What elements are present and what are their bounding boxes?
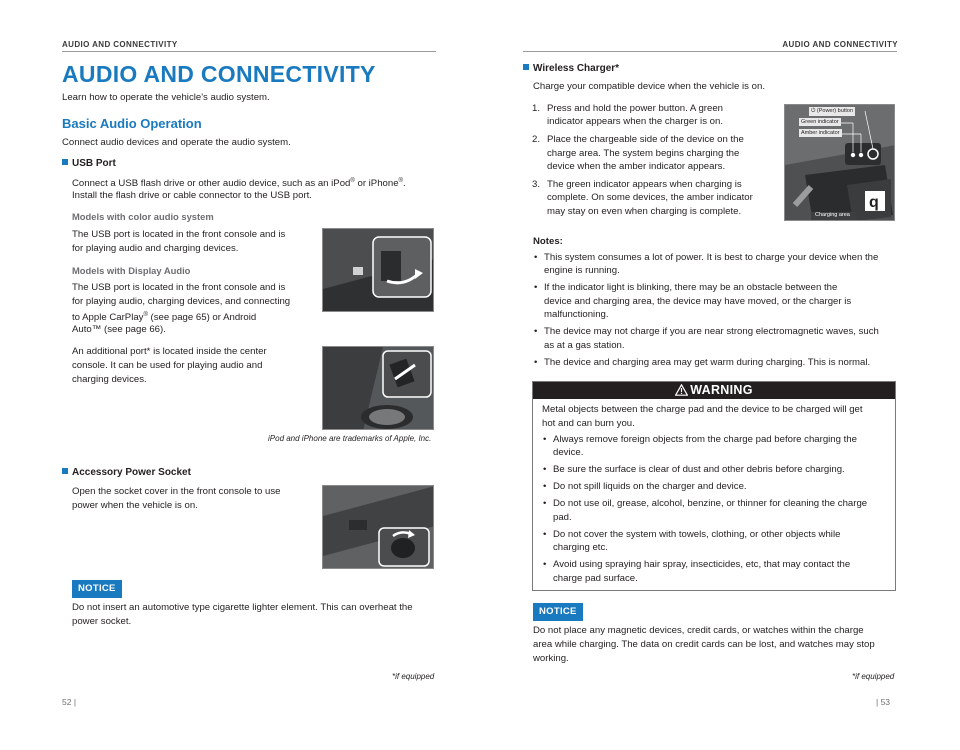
additional-port-line1: An additional port* is located inside the center [72, 346, 267, 357]
warning-list [542, 433, 890, 589]
warning-text: pad. [553, 511, 572, 523]
note-text: as at a gas station. [544, 339, 625, 351]
note-text: device and charging area, the device may have moved, or the charger is [544, 295, 852, 307]
notice-line1: Do not place any magnetic devices, credit cards, or watches within the charge [533, 625, 864, 636]
display-audio-line1: The USB port is located in the front console and is [72, 282, 286, 293]
list-item [542, 433, 890, 460]
reg-mark: ® [398, 178, 403, 184]
step-number: 1. [532, 103, 541, 114]
notice-badge: NOTICE [533, 603, 583, 621]
wireless-intro: Charge your compatible device when the vehicle is on. [533, 81, 765, 92]
list-item [533, 356, 903, 369]
basic-audio-text: Connect audio devices and operate the audio system. [62, 137, 291, 148]
section-marker [523, 64, 529, 70]
power-icon: ⏻ [811, 108, 816, 114]
power-socket-photo [322, 485, 434, 569]
warning-intro-line1: Metal objects between the charge pad and the device to be charged will get [542, 404, 863, 415]
note-text: engine is running. [544, 265, 620, 277]
intro-text: Learn how to operate the vehicle's audio system. [62, 92, 270, 103]
warning-triangle-icon [675, 384, 688, 396]
step-text: indicator appears when the charger is on. [547, 116, 723, 128]
notice-line2: area while charging. The data on credit cards can be lost, and watches may stop [533, 639, 875, 650]
list-item [542, 497, 890, 524]
reg-mark: ® [350, 178, 355, 184]
list-item [533, 325, 903, 352]
power-button-label [809, 107, 855, 116]
step-text: Place the chargeable side of the device on the [547, 134, 744, 146]
usb-text-c: . [402, 178, 406, 189]
wireless-heading-label: Wireless Charger* [533, 63, 620, 74]
additional-port-line3: charging devices. [72, 374, 147, 385]
list-item [533, 251, 903, 278]
trademark-note: iPod and iPhone are trademarks of Apple, Inc. [268, 434, 432, 443]
charging-area-label: Charging area [815, 212, 850, 218]
step-text: may stay on even when charging is complete. [547, 205, 742, 217]
warning-text: Avoid using spraying hair spray, insecticides, etc, that may contact the [553, 559, 851, 571]
android-text: (see page 65) or Android [147, 312, 257, 323]
section-marker [62, 159, 68, 165]
socket-heading [62, 467, 191, 478]
notice-line2: power socket. [72, 616, 132, 627]
warning-label: WARNING [690, 383, 753, 397]
wireless-heading [523, 63, 619, 74]
step-text: The green indicator appears when charging is [547, 178, 742, 190]
additional-port-line2: console. It can be used for playing audio and [72, 360, 263, 371]
list-item [542, 463, 890, 476]
green-indicator-label: Green indicator [801, 119, 839, 125]
running-header: AUDIO AND CONNECTIVITY [782, 40, 898, 49]
list-item [542, 528, 890, 555]
console-usb-photo [322, 346, 434, 430]
warning-box [532, 381, 896, 591]
warning-text: Do not use oil, grease, alcohol, benzine, or thinner for cleaning the charge [553, 498, 868, 510]
power-button-text: (Power) button [816, 108, 853, 114]
step-number: 2. [532, 134, 541, 146]
amber-indicator-label: Amber indicator [801, 130, 840, 136]
warning-text: charging etc. [553, 542, 608, 554]
warning-intro-line2: hot and can burn you. [542, 418, 635, 429]
list-item [533, 281, 903, 321]
page-number: 52 | [62, 697, 77, 707]
note-text: The device may not charge if you are near strong electromagnetic waves, such [544, 326, 879, 338]
footnote: *if equipped [852, 672, 895, 681]
display-audio-line2: for playing audio, charging devices, and connecting [72, 296, 291, 307]
step-number: 3. [532, 178, 541, 190]
display-audio-heading: Models with Display Audio [72, 265, 191, 276]
notes-list [533, 251, 903, 373]
display-audio-line4: Auto™ (see page 66). [72, 324, 166, 335]
list-item [542, 558, 890, 585]
section-marker [62, 468, 68, 474]
usb-port-photo [322, 228, 434, 312]
svg-text:q: q [869, 194, 879, 211]
page-number: | 53 [876, 697, 891, 707]
warning-text: Do not cover the system with towels, clothing, or other objects while [553, 528, 841, 540]
notice-badge: NOTICE [72, 580, 122, 598]
wireless-charger-photo [784, 104, 895, 221]
header-rule [62, 51, 436, 52]
page-title: AUDIO AND CONNECTIVITY [62, 61, 376, 87]
carplay-text: to Apple CarPlay [72, 312, 144, 323]
warning-text: charge pad surface. [553, 572, 638, 584]
step-item [532, 178, 772, 218]
footnote: *if equipped [392, 672, 435, 681]
notes-heading: Notes: [533, 236, 563, 247]
power-socket-illustration [323, 486, 434, 569]
warning-text: Be sure the surface is clear of dust and other debris before charging. [553, 464, 845, 476]
reg-mark: ® [143, 312, 148, 318]
running-header: AUDIO AND CONNECTIVITY [62, 40, 178, 49]
step-item [532, 102, 772, 129]
list-item [542, 480, 890, 493]
note-text: This system consumes a lot of power. It is best to charge your device when the [544, 252, 879, 263]
step-text: Press and hold the power button. A green [547, 103, 724, 114]
usb-heading [62, 158, 116, 169]
usb-text-a: Connect a USB flash drive or other audio device, such as an iPod [72, 178, 351, 189]
note-text: The device and charging area may get warm during charging. This is normal. [544, 356, 871, 368]
note-text: malfunctioning. [544, 309, 609, 321]
warning-text: Always remove foreign objects from the charge pad before charging the [553, 434, 857, 445]
usb-heading-label: USB Port [72, 158, 116, 169]
usb-port-illustration [323, 229, 434, 312]
basic-audio-heading: Basic Audio Operation [62, 116, 202, 131]
note-text: If the indicator light is blinking, there may be an obstacle between the [544, 282, 838, 294]
usb-text-line2: Install the flash drive or cable connector to the USB port. [72, 190, 312, 201]
step-text: device when the amber indicator appears. [547, 161, 726, 173]
color-audio-line2: for playing audio and charging devices. [72, 243, 239, 254]
step-text: charge area. The system begins charging the [547, 147, 740, 159]
step-item [532, 133, 772, 173]
color-audio-heading: Models with color audio system [72, 211, 214, 222]
console-usb-illustration [323, 347, 434, 430]
header-rule [523, 51, 897, 52]
usb-text-b: or iPhone [354, 178, 399, 189]
socket-line1: Open the socket cover in the front console to use [72, 486, 281, 497]
charging-steps [532, 102, 772, 222]
warning-text: device. [553, 447, 584, 459]
notice-line1: Do not insert an automotive type cigarette lighter element. This can overheat the [72, 602, 413, 613]
notice-line3: working. [533, 653, 569, 664]
socket-line2: power when the vehicle is on. [72, 500, 198, 511]
socket-heading-label: Accessory Power Socket [72, 467, 191, 478]
warning-text: Do not spill liquids on the charger and device. [553, 481, 747, 493]
warning-bar [533, 382, 895, 399]
color-audio-line1: The USB port is located in the front console and is [72, 229, 286, 240]
step-text: complete. On some devices, the amber indicator [547, 192, 753, 204]
